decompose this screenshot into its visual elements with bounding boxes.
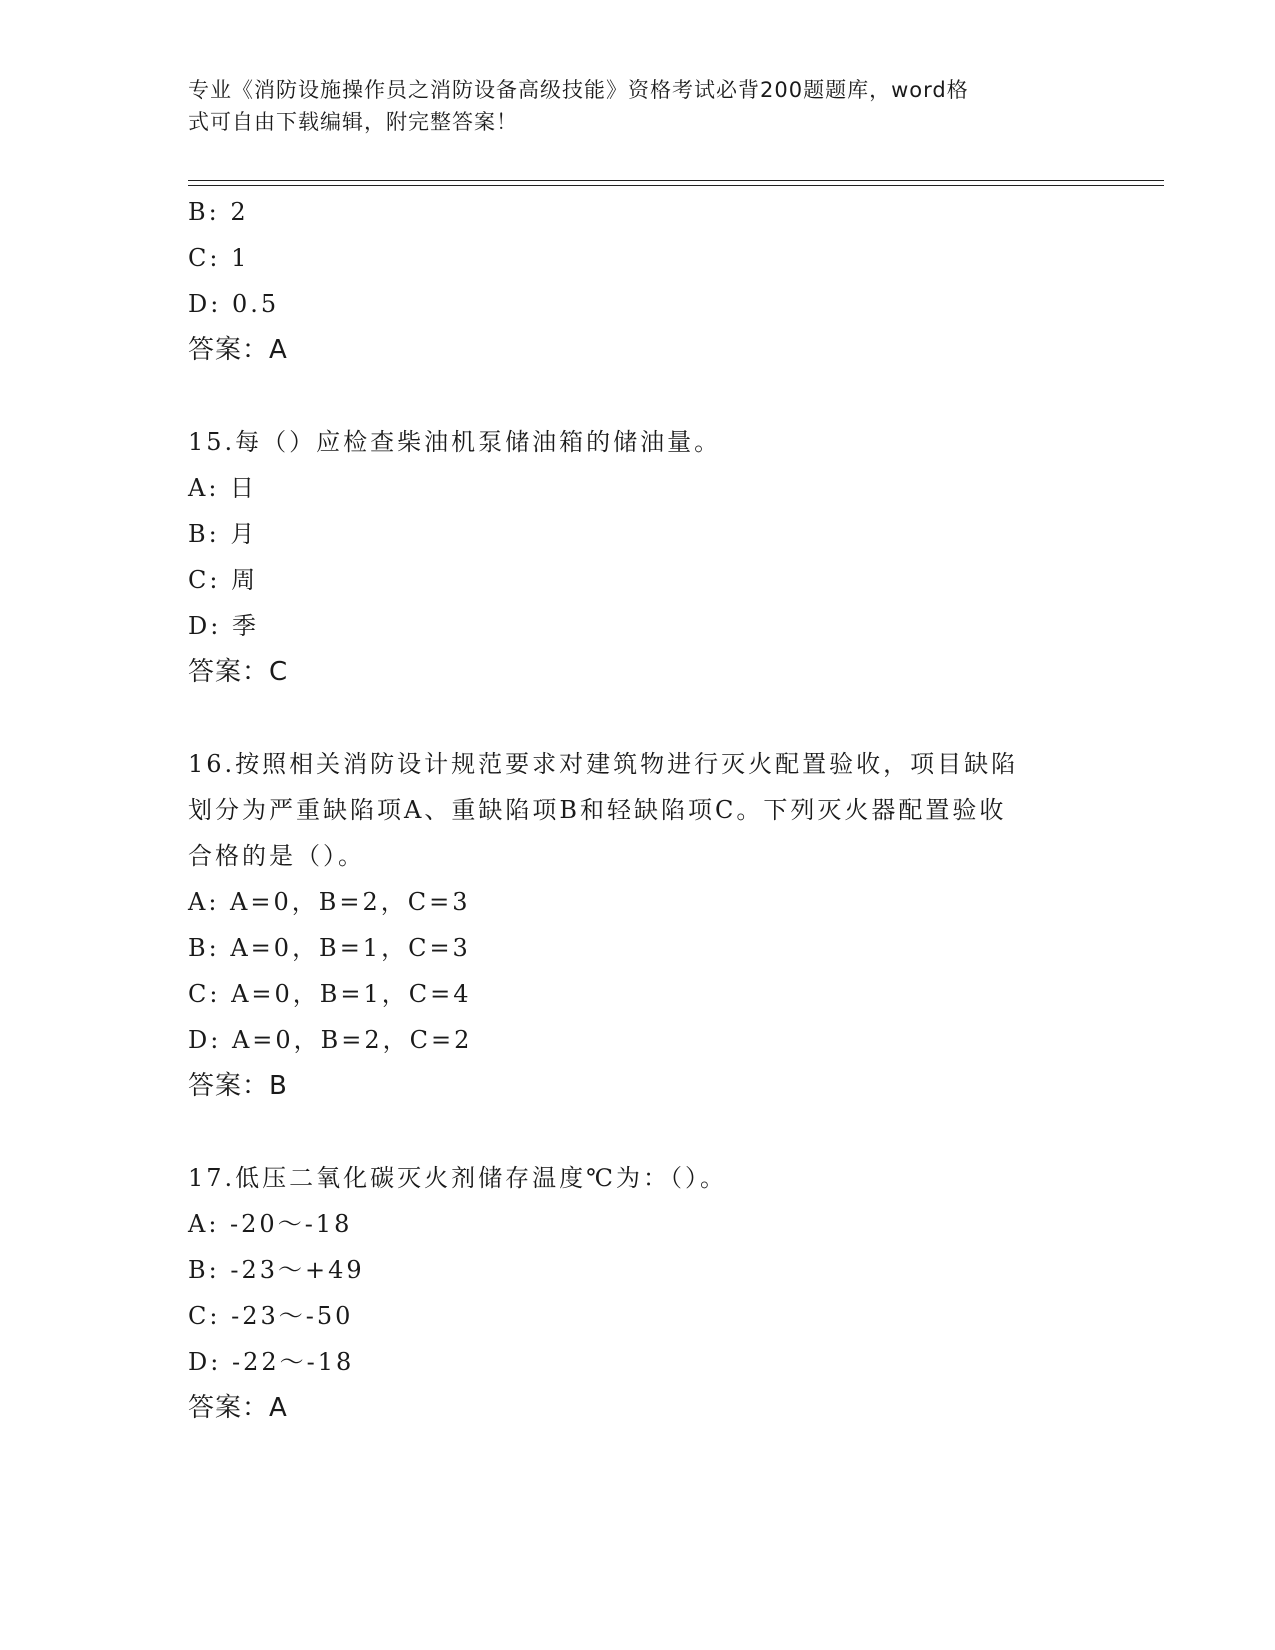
spacer bbox=[188, 373, 1088, 419]
option-c: C: -23～-50 bbox=[188, 1302, 354, 1330]
option-d: D: A=0，B=2，C=2 bbox=[188, 1026, 473, 1054]
document-header bbox=[188, 74, 1078, 138]
header-divider-bottom bbox=[188, 185, 1164, 186]
question-text-line-1: 16.按照相关消防设计规范要求对建筑物进行灭火配置验收，项目缺陷 bbox=[188, 750, 1019, 778]
answer-line: 答案：B bbox=[188, 1071, 288, 1101]
option-c: C: 1 bbox=[188, 244, 250, 272]
question-text-line-3: 合格的是（）。 bbox=[188, 842, 365, 870]
question-text: 17.低压二氧化碳灭火剂储存温度℃为：（）。 bbox=[188, 1164, 728, 1192]
question-16 bbox=[188, 741, 1088, 1109]
option-a: A: 日 bbox=[188, 474, 258, 502]
option-a: A: -20～-18 bbox=[188, 1210, 353, 1238]
answer-line: 答案：C bbox=[188, 657, 289, 687]
option-c: C: 周 bbox=[188, 566, 259, 594]
header-divider-top bbox=[188, 180, 1164, 181]
option-b: B: 月 bbox=[188, 520, 258, 548]
answer-line: 答案：A bbox=[188, 335, 288, 365]
question-17 bbox=[188, 1155, 1088, 1431]
option-d: D: 0.5 bbox=[188, 290, 280, 318]
carryover-question bbox=[188, 189, 1088, 373]
header-line-1: 专业《消防设施操作员之消防设备高级技能》资格考试必背200题题库，word格 bbox=[188, 78, 969, 102]
option-d: D: 季 bbox=[188, 612, 259, 640]
question-list bbox=[188, 189, 1088, 1431]
question-15 bbox=[188, 419, 1088, 695]
question-text-line-2: 划分为严重缺陷项A、重缺陷项B和轻缺陷项C。下列灭火器配置验收 bbox=[188, 796, 1007, 824]
option-d: D: -22～-18 bbox=[188, 1348, 355, 1376]
option-c: C: A=0，B=1，C=4 bbox=[188, 980, 472, 1008]
answer-line: 答案：A bbox=[188, 1393, 288, 1423]
spacer bbox=[188, 695, 1088, 741]
spacer bbox=[188, 1109, 1088, 1155]
option-b: B: A=0，B=1，C=3 bbox=[188, 934, 471, 962]
header-line-2: 式可自由下载编辑，附完整答案！ bbox=[188, 110, 518, 134]
option-b: B: 2 bbox=[188, 198, 249, 226]
option-b: B: -23～+49 bbox=[188, 1256, 365, 1284]
question-text: 15.每（）应检查柴油机泵储油箱的储油量。 bbox=[188, 428, 722, 456]
option-a: A: A=0，B=2，C=3 bbox=[188, 888, 471, 916]
